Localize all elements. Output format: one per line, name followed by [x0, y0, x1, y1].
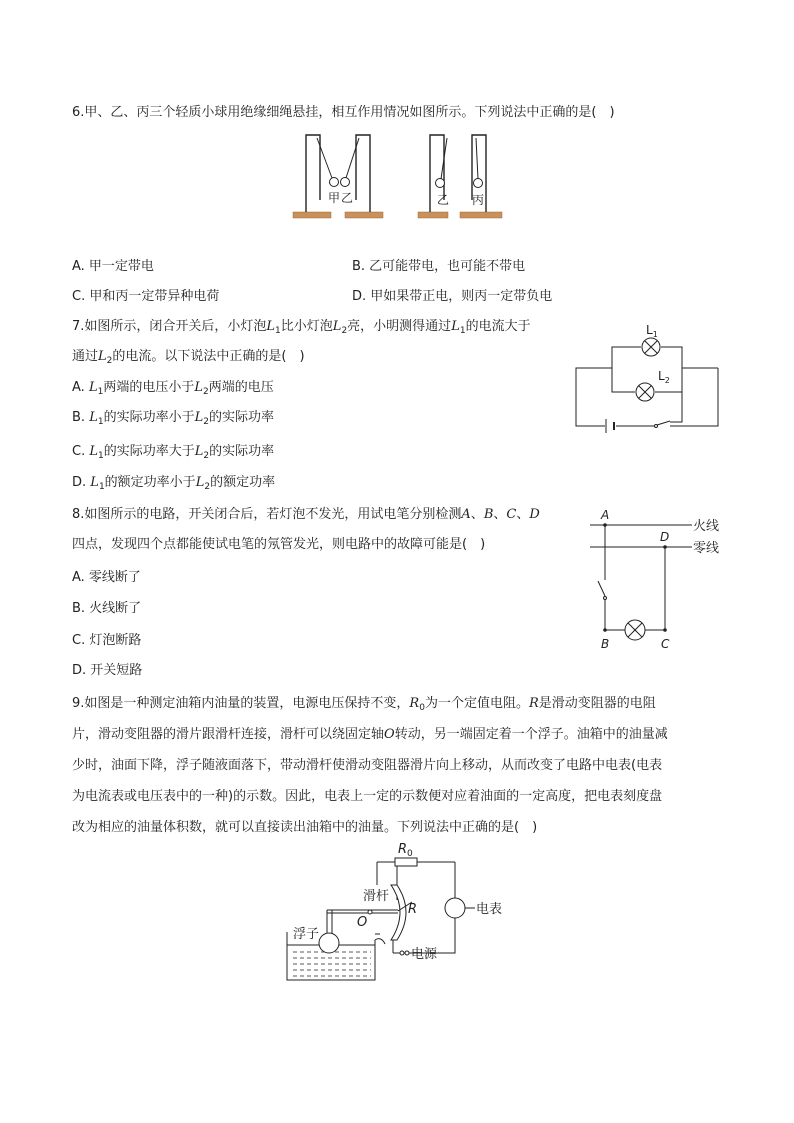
point-c-label: C: [661, 637, 670, 651]
label-l1: $L_1$: [646, 323, 658, 339]
label-o: O: [357, 915, 368, 930]
label-float: 浮子: [293, 927, 320, 942]
q6-stem: 6.甲、乙、丙三个轻质小球用绝缘细绳悬挂，相互作用情况如图所示。下列说法中正确的是( ): [72, 105, 615, 120]
switch-icon: [598, 581, 607, 600]
q7-option-b[interactable]: B. $L_1$的实际功率小于$L_2$的实际功率: [72, 410, 274, 427]
q6-option-c[interactable]: C. 甲和丙一定带异种电荷: [72, 289, 220, 304]
ball-yi-2: [436, 179, 445, 188]
q8-option-a[interactable]: A. 零线断了: [72, 570, 141, 585]
q8-option-b[interactable]: B. 火线断了: [72, 601, 142, 616]
meter-icon: [445, 898, 465, 918]
lamp-l2-icon: [636, 383, 654, 401]
fire-wire-label: 火线: [693, 519, 720, 534]
point-d-label: D: [660, 530, 670, 544]
q6-figure-suspended-balls: [290, 130, 510, 225]
q9-line-1: 9.如图是一种测定油箱内油量的装置，电源电压保持不变，$R_0$为一个定值电阻。R是滑动变阻器的电阻: [72, 696, 656, 713]
q9-line-2: 片，滑动变阻器的滑片跟滑杆连接，滑杆可以绕固定轴O转动，另一端固定着一个浮子。油箱中的油量减: [72, 727, 668, 742]
label-power: 电源: [411, 947, 438, 962]
battery-icon: [606, 419, 614, 433]
q6-option-d[interactable]: D. 甲如果带正电，则丙一定带负电: [352, 289, 553, 304]
q6-option-b[interactable]: B. 乙可能带电，也可能不带电: [352, 259, 526, 274]
q7-line-1: 7.如图所示，闭合开关后，小灯泡$L_1$比小灯泡$L_2$亮，小明测得通过$L_1$的电流大于: [72, 319, 531, 336]
point-b-label: B: [601, 637, 610, 651]
q7-option-d[interactable]: D. $L_1$的额定功率小于$L_2$的额定功率: [72, 475, 276, 492]
q7-option-c[interactable]: C. $L_1$的实际功率大于$L_2$的实际功率: [72, 444, 275, 461]
q9-line-3: 少时，油面下降，浮子随液面落下，带动滑杆使滑动变阻器滑片向上移动，从而改变了电路中电表(电表: [72, 758, 663, 773]
label-bing: 丙: [472, 193, 485, 207]
q9-line-5: 改为相应的油量体积数，就可以直接读出油箱中的油量。下列说法中正确的是( ): [72, 820, 538, 835]
q7-figure-parallel-circuit: [572, 318, 722, 433]
q8-line-1: 8.如图所示的电路，开关闭合后，若灯泡不发光，用试电笔分别检测A、B、C、D: [72, 507, 540, 522]
q6-option-a[interactable]: A. 甲一定带电: [72, 259, 154, 274]
q7-option-a[interactable]: A. $L_1$两端的电压小于$L_2$两端的电压: [72, 380, 274, 397]
label-r0: $R_0$: [398, 842, 413, 859]
q9-figure-oil-gauge: [285, 840, 515, 985]
lamp-l1-icon: [642, 338, 660, 356]
label-yi-2: 乙: [437, 193, 450, 207]
ball-jia: [330, 178, 339, 187]
label-jia: 甲: [328, 191, 341, 205]
label-yi: 乙: [341, 191, 354, 205]
q7-line-2: 通过$L_2$的电流。以下说法中正确的是( ): [72, 349, 305, 366]
neutral-wire-label: 零线: [693, 541, 720, 556]
resistor-r0-icon: [395, 858, 417, 866]
q8-option-c[interactable]: C. 灯泡断路: [72, 633, 142, 648]
lamp-icon: [625, 620, 645, 640]
point-a-label: A: [601, 508, 610, 522]
float-icon: [319, 933, 339, 953]
label-slider-rod: 滑杆: [363, 889, 390, 904]
ball-bing: [474, 179, 483, 188]
label-meter: 电表: [476, 902, 503, 917]
q8-line-2: 四点，发现四个点都能使试电笔的氖管发光，则电路中的故障可能是( ): [72, 537, 486, 552]
switch-icon: [655, 421, 671, 428]
label-r: R: [408, 902, 418, 917]
label-l2: $L_2$: [658, 369, 670, 385]
q9-line-4: 为电流表或电压表中的一种)的示数。因此，电表上一定的示数便对应着油面的一定高度，把电表刻度盘: [72, 789, 663, 804]
q8-option-d[interactable]: D. 开关短路: [72, 663, 143, 678]
ball-yi: [341, 178, 350, 187]
q8-figure-household-circuit: [590, 505, 730, 655]
